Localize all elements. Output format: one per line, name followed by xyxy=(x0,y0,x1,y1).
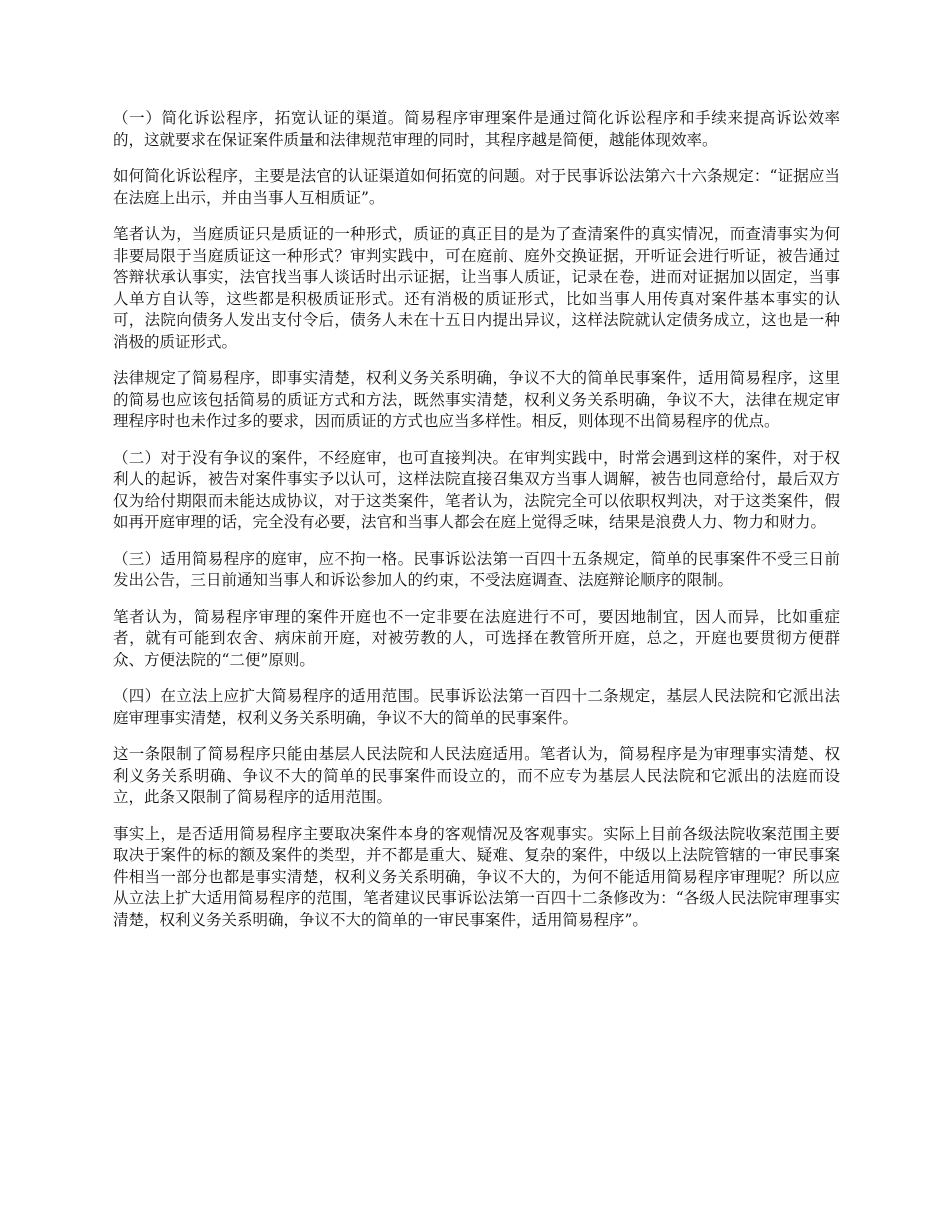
paragraph-9: 这一条限制了简易程序只能由基层人民法院和人民法庭适用。笔者认为，简易程序是为审理事实清楚、权利义务关系明确、争议不大的简单的民事案件而设立的，而不应专为基层人民法院和它派出的法庭而设立，此条又限制了简易程序的适用范围。 xyxy=(113,745,840,806)
paragraph-2: 如何简化诉讼程序，主要是法官的认证渠道如何拓宽的问题。对于民事诉讼法第六十六条规定：“证据应当在法庭上出示，并由当事人互相质证”。 xyxy=(113,167,840,207)
paragraph-6: （三）适用简易程序的庭审，应不拘一格。民事诉讼法第一百四十五条规定，简单的民事案件不受三日前发出公告，三日前通知当事人和诉讼参加人的约束，不受法庭调查、法庭辩论顺序的限制。 xyxy=(113,549,840,589)
document-body xyxy=(113,108,840,946)
paragraph-10: 事实上，是否适用简易程序主要取决案件本身的客观情况及客观事实。实际上目前各级法院收案范围主要取决于案件的标的额及案件的类型，并不都是重大、疑难、复杂的案件，中级以上法院管辖的一审民事案件相当一部分也都是事实清楚，权利义务关系明确，争议不大的，为何不能适用简易程序审理呢？所以应从立法上扩大适用简易程序的范围，笔者建议民事诉讼法第一百四十二条修改为：“各级人民法院审理事实清楚，权利义务关系明确，争议不大的简单的一审民事案件，适用简易程序”。 xyxy=(113,824,840,929)
paragraph-3: 笔者认为，当庭质证只是质证的一种形式，质证的真正目的是为了查清案件的真实情况，而查清事实为何非要局限于当庭质证这一种形式？审判实践中，可在庭前、庭外交换证据，开听证会进行听证，被告通过答辩状承认事实，法官找当事人谈话时出示证据，让当事人质证，记录在卷，进而对证据加以固定，当事人单方自认等，这些都是积极质证形式。还有消极的质证形式，比如当事人用传真对案件基本事实的认可，法院向债务人发出支付令后，债务人未在十五日内提出异议，这样法院就认定债务成立，这也是一种消极的质证形式。 xyxy=(113,225,840,351)
paragraph-7: 笔者认为，简易程序审理的案件开庭也不一定非要在法庭进行不可，要因地制宜，因人而异，比如重症者，就有可能到农舍、病床前开庭，对被劳教的人，可选择在教管所开庭，总之，开庭也要贯彻方便群众、方便法院的“二便”原则。 xyxy=(113,607,840,669)
paragraph-5: （二）对于没有争议的案件，不经庭审，也可直接判决。在审判实践中，时常会遇到这样的案件，对于权利人的起诉，被告对案件事实予以认可，这样法院直接召集双方当事人调解，被告也同意给付，最后双方仅为给付期限而未能达成协议，对于这类案件，笔者认为，法院完全可以依职权判决，对于这类案件，假如再开庭审理的话，完全没有必要，法官和当事人都会在庭上觉得乏味，结果是浪费人力、物力和财力。 xyxy=(113,448,840,531)
paragraph-8: （四）在立法上应扩大简易程序的适用范围。民事诉讼法第一百四十二条规定，基层人民法院和它派出法庭审理事实清楚，权利义务关系明确，争议不大的简单的民事案件。 xyxy=(113,687,840,727)
paragraph-4: 法律规定了简易程序，即事实清楚，权利义务关系明确，争议不大的简单民事案件，适用简易程序，这里的简易也应该包括简易的质证方式和方法，既然事实清楚，权利义务关系明确，争议不大，法律在规定审理程序时也未作过多的要求，因而质证的方式也应当多样性。相反，则体现不出简易程序的优点。 xyxy=(113,369,840,430)
paragraph-1: （一）简化诉讼程序，拓宽认证的渠道。简易程序审理案件是通过简化诉讼程序和手续来提高诉讼效率的，这就要求在保证案件质量和法律规范审理的同时，其程序越是简便，越能体现效率。 xyxy=(113,109,840,149)
